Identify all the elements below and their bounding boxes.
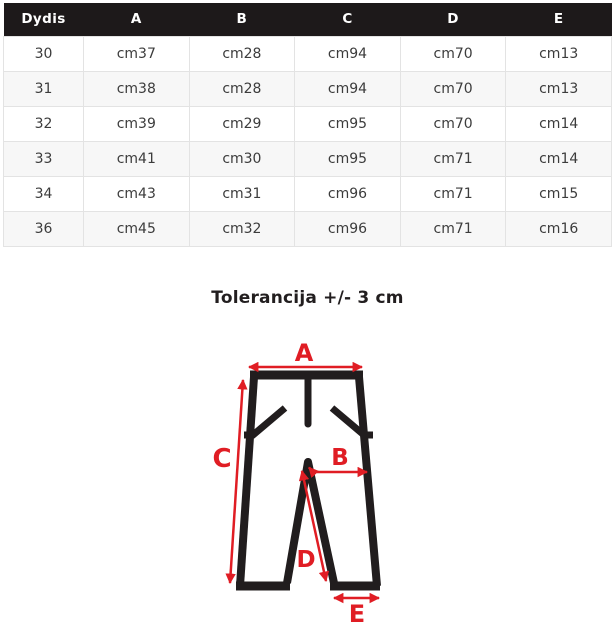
table-row bbox=[4, 176, 612, 211]
column-header: D bbox=[400, 3, 506, 36]
label-e: E bbox=[348, 600, 366, 628]
table-cell: cm38 bbox=[84, 71, 190, 106]
table-cell: cm29 bbox=[189, 106, 295, 141]
table-cell: cm96 bbox=[295, 211, 401, 246]
right-outer-seam bbox=[359, 377, 377, 586]
column-header: B bbox=[189, 3, 295, 36]
table-cell: cm28 bbox=[189, 71, 295, 106]
column-header: E bbox=[506, 3, 612, 36]
table-cell: cm95 bbox=[295, 106, 401, 141]
label-a: A bbox=[294, 339, 314, 367]
table-cell: cm70 bbox=[400, 71, 506, 106]
size-table bbox=[3, 3, 612, 247]
label-d: D bbox=[296, 547, 316, 573]
table-cell: cm15 bbox=[506, 176, 612, 211]
pants-measurement-diagram bbox=[183, 335, 423, 629]
tolerance-heading: Tolerancija +/- 3 cm bbox=[211, 288, 404, 308]
table-cell: 31 bbox=[4, 71, 84, 106]
table-cell: cm94 bbox=[295, 71, 401, 106]
label-b: B bbox=[331, 445, 349, 471]
table-cell: cm28 bbox=[189, 36, 295, 71]
table-cell: cm70 bbox=[400, 36, 506, 71]
table-cell: cm37 bbox=[84, 36, 190, 71]
table-cell: cm41 bbox=[84, 141, 190, 176]
table-cell: 32 bbox=[4, 106, 84, 141]
table-cell: cm30 bbox=[189, 141, 295, 176]
table-row bbox=[4, 71, 612, 106]
table-cell: cm39 bbox=[84, 106, 190, 141]
table-cell: cm70 bbox=[400, 106, 506, 141]
table-cell: cm95 bbox=[295, 141, 401, 176]
table-cell: cm13 bbox=[506, 71, 612, 106]
column-header: C bbox=[295, 3, 401, 36]
table-cell: 33 bbox=[4, 141, 84, 176]
table-cell: 30 bbox=[4, 36, 84, 71]
size-table-head-row bbox=[4, 3, 612, 36]
table-cell: cm13 bbox=[506, 36, 612, 71]
table-cell: cm31 bbox=[189, 176, 295, 211]
table-row bbox=[4, 36, 612, 71]
column-header: A bbox=[84, 3, 190, 36]
size-table-body bbox=[4, 36, 612, 246]
table-cell: cm96 bbox=[295, 176, 401, 211]
table-cell: cm71 bbox=[400, 211, 506, 246]
table-cell: cm43 bbox=[84, 176, 190, 211]
table-cell: 34 bbox=[4, 176, 84, 211]
table-cell: cm14 bbox=[506, 106, 612, 141]
table-cell: cm45 bbox=[84, 211, 190, 246]
table-cell: cm94 bbox=[295, 36, 401, 71]
table-row bbox=[4, 106, 612, 141]
table-cell: 36 bbox=[4, 211, 84, 246]
table-cell: cm16 bbox=[506, 211, 612, 246]
column-header: Dydis bbox=[4, 3, 84, 36]
table-cell: cm14 bbox=[506, 141, 612, 176]
table-cell: cm71 bbox=[400, 141, 506, 176]
table-row bbox=[4, 211, 612, 246]
table-cell: cm71 bbox=[400, 176, 506, 211]
table-row bbox=[4, 141, 612, 176]
label-c: C bbox=[212, 444, 232, 474]
table-cell: cm32 bbox=[189, 211, 295, 246]
